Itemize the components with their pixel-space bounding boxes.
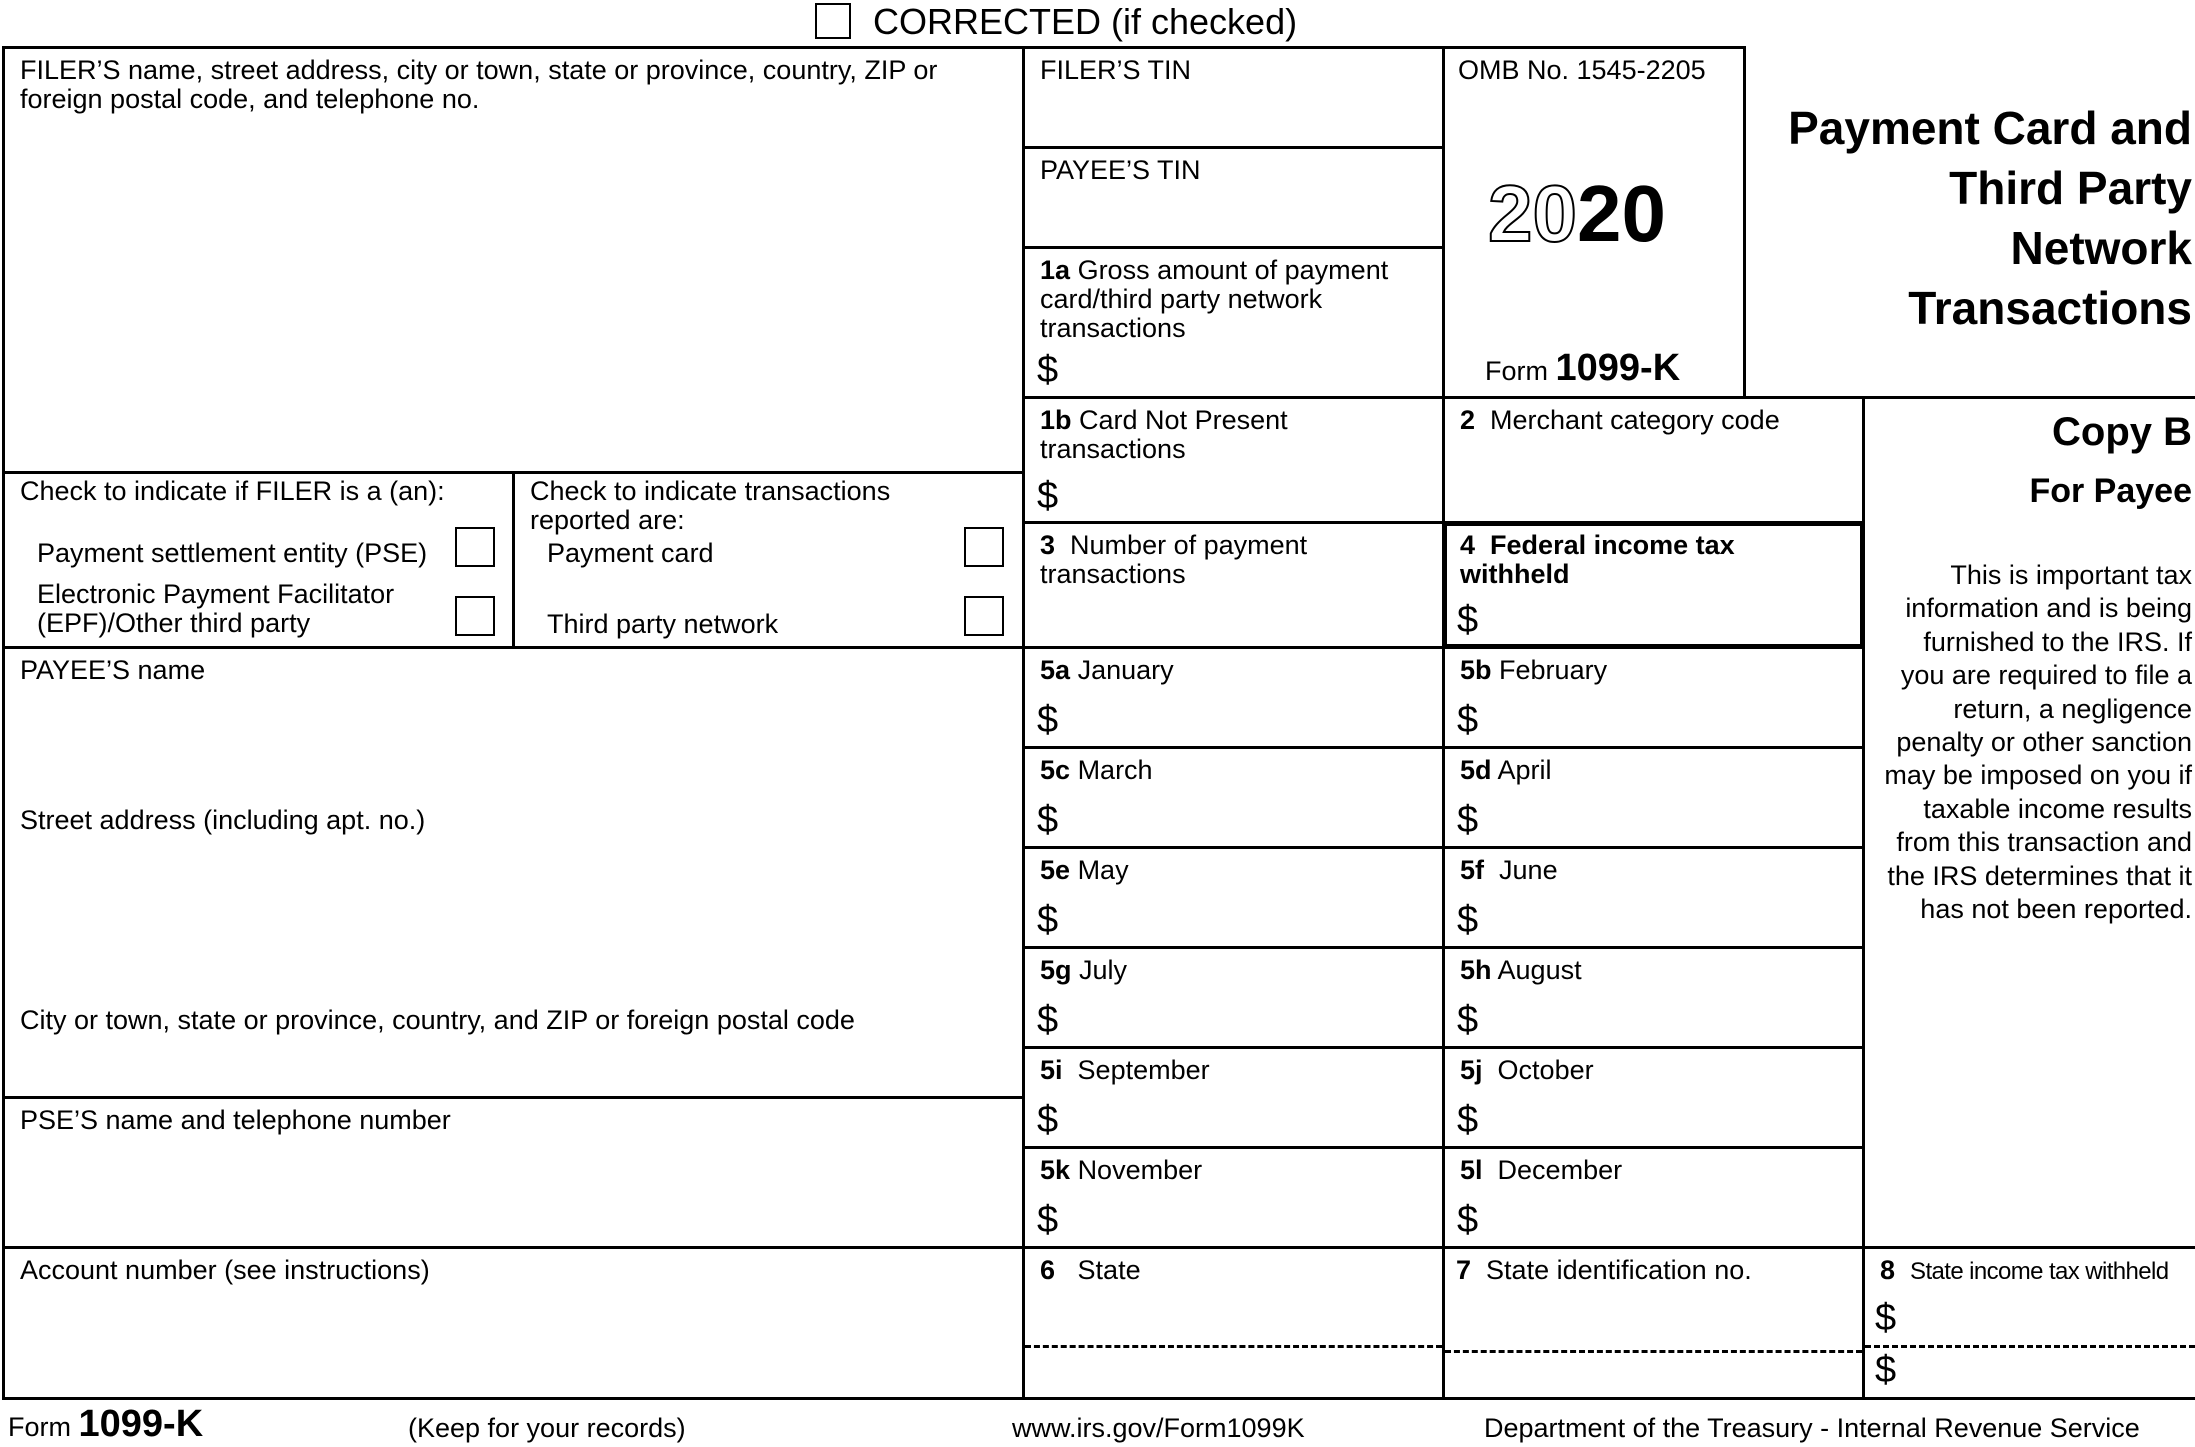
form-title	[1752, 98, 2192, 338]
box1b-text: Card Not Present transactions	[1040, 405, 1288, 464]
box5c-amount-field[interactable]	[1065, 800, 1435, 842]
box5e-dollar: $	[1037, 899, 1059, 941]
box5d-amount-field[interactable]	[1485, 800, 1855, 842]
pse-name-label: PSE’S name and telephone number	[20, 1105, 451, 1135]
footer-keep-records: (Keep for your records)	[408, 1413, 686, 1443]
state-tax-field-1[interactable]	[1905, 1298, 2190, 1340]
box3-field[interactable]	[1030, 590, 1435, 642]
box5k-month: November	[1077, 1155, 1203, 1185]
box5b-amount-field[interactable]	[1485, 700, 1855, 742]
box5g-amount-field[interactable]	[1065, 1000, 1435, 1042]
box1a-dollar: $	[1037, 349, 1059, 391]
box2-field[interactable]	[1450, 450, 1855, 515]
box5f-label	[1460, 856, 1558, 885]
txn-type-heading: Check to indicate transactions reported are:	[530, 476, 891, 535]
box5k-dollar: $	[1037, 1199, 1059, 1241]
box5f-dollar: $	[1457, 899, 1479, 941]
grid-v1	[1022, 46, 1025, 1400]
box8-dollar-2: $	[1875, 1349, 1897, 1391]
state-divider-6	[1025, 1345, 1442, 1348]
form-title-line4: Transactions	[1908, 282, 2192, 334]
state-field-2[interactable]	[1030, 1352, 1435, 1392]
box5e-month: May	[1077, 855, 1129, 885]
box5h-month: August	[1497, 955, 1582, 985]
footer-url: www.irs.gov/Form1099K	[1012, 1413, 1305, 1443]
box3-text: Number of payment transactions	[1040, 530, 1308, 589]
box5a-month: January	[1077, 655, 1174, 685]
box7-text: State identification no.	[1486, 1255, 1752, 1285]
grid-h-row2	[1022, 521, 1445, 524]
box5g-label	[1040, 956, 1127, 985]
box5a-label	[1040, 656, 1174, 685]
box5a-amount-field[interactable]	[1065, 700, 1435, 742]
box8-number: 8	[1880, 1255, 1896, 1285]
frame-left	[2, 46, 5, 1400]
box5i-month: September	[1077, 1055, 1210, 1085]
box5i-amount-field[interactable]	[1065, 1100, 1435, 1142]
box7-number: 7	[1456, 1255, 1472, 1285]
box5a-number: 5a	[1040, 655, 1071, 685]
box5l-amount-field[interactable]	[1485, 1200, 1855, 1242]
box5a-dollar: $	[1037, 699, 1059, 741]
grid-h-5gh	[2, 1096, 1025, 1099]
grid-v2	[1442, 46, 1445, 1400]
box8-dollar-1: $	[1875, 1297, 1897, 1339]
box5l-dollar: $	[1457, 1199, 1479, 1241]
third-party-label: Third party network	[547, 609, 779, 639]
box5b-month: February	[1499, 655, 1608, 685]
grid-h-row4	[2, 1246, 2195, 1249]
box6-number: 6	[1040, 1255, 1056, 1285]
footer-form-number: 1099-K	[78, 1403, 204, 1445]
filer-tin-label: FILER’S TIN	[1040, 55, 1192, 85]
box1a-text: Gross amount of payment card/third party network transactions	[1040, 255, 1389, 343]
tax-year-outline: 20	[1488, 169, 1577, 258]
corrected-checkbox[interactable]	[815, 3, 851, 39]
payee-name-label: PAYEE’S name	[20, 655, 206, 685]
form-title-line2: Third Party	[1949, 162, 2192, 214]
box5f-amount-field[interactable]	[1485, 900, 1855, 942]
frame-top	[2, 46, 1745, 49]
box5f-number: 5f	[1460, 855, 1485, 885]
state-divider-8	[1865, 1345, 2195, 1348]
account-number-field[interactable]	[8, 1290, 1018, 1392]
box5d-label	[1460, 756, 1552, 785]
payee-tin-label: PAYEE’S TIN	[1040, 155, 1201, 185]
box4-amount-field[interactable]	[1485, 600, 1855, 642]
form-number-top: 1099-K	[1555, 347, 1681, 389]
box1b-number: 1b	[1040, 405, 1072, 435]
payment-card-label: Payment card	[547, 538, 714, 568]
box8-text: State income tax withheld	[1910, 1258, 2169, 1285]
box1b-amount-field[interactable]	[1065, 476, 1435, 518]
box5g-month: July	[1079, 955, 1128, 985]
filer-name-field[interactable]	[8, 120, 1018, 465]
box5h-label	[1460, 956, 1582, 985]
epf-label: Electronic Payment Facilitator (EPF)/Other third party	[37, 579, 395, 638]
grid-h-5ef	[1022, 946, 1865, 949]
box8-label	[1880, 1256, 2169, 1286]
box5c-number: 5c	[1040, 755, 1071, 785]
payee-tin-field[interactable]	[1028, 192, 1438, 242]
box5l-number: 5l	[1460, 1155, 1483, 1185]
copy-subtitle: For Payee	[2029, 472, 2192, 510]
form-id-top	[1485, 348, 1680, 391]
grid-h-filer-tin	[1022, 146, 1445, 149]
grid-h-row1	[1022, 396, 2195, 399]
grid-v3	[1743, 46, 1746, 397]
box5i-label	[1040, 1056, 1210, 1085]
filer-tin-field[interactable]	[1028, 92, 1438, 142]
box5j-month: October	[1497, 1055, 1594, 1085]
box5i-number: 5i	[1040, 1055, 1063, 1085]
box4-text: Federal income tax withheld	[1460, 530, 1735, 589]
payee-name-field[interactable]	[8, 690, 1018, 800]
box7-label	[1456, 1256, 1752, 1285]
grid-h-5ab	[1022, 746, 1865, 749]
box5h-amount-field[interactable]	[1485, 1000, 1855, 1042]
filer-type-heading: Check to indicate if FILER is a (an):	[20, 476, 445, 506]
box5f-month: June	[1499, 855, 1558, 885]
box5g-number: 5g	[1040, 955, 1072, 985]
box3-label	[1040, 531, 1420, 589]
pse-label: Payment settlement entity (PSE)	[37, 538, 428, 568]
state-tax-field-2[interactable]	[1905, 1352, 2190, 1392]
corrected-label: CORRECTED (if checked)	[873, 1, 1298, 42]
state-id-field-2[interactable]	[1450, 1356, 1855, 1392]
city-label: City or town, state or province, country, and ZIP or foreign postal code	[20, 1005, 855, 1035]
box1a-label	[1040, 256, 1435, 343]
pse-checkbox[interactable]	[455, 527, 495, 567]
box5l-label	[1460, 1156, 1622, 1185]
box2-number: 2	[1460, 405, 1476, 435]
box5c-label	[1040, 756, 1153, 785]
grid-h-5ij	[1022, 1146, 1865, 1149]
box5j-label	[1460, 1056, 1594, 1085]
box5k-amount-field[interactable]	[1065, 1200, 1435, 1242]
box5b-number: 5b	[1460, 655, 1492, 685]
tax-year	[1488, 169, 1666, 258]
grid-h-filer-bottom	[2, 471, 1025, 474]
state-divider-7	[1445, 1350, 1862, 1353]
box5h-number: 5h	[1460, 955, 1492, 985]
box5g-dollar: $	[1037, 999, 1059, 1041]
box6-text: State	[1077, 1255, 1141, 1285]
box5e-number: 5e	[1040, 855, 1071, 885]
pse-name-field[interactable]	[8, 1140, 1018, 1242]
box5e-amount-field[interactable]	[1065, 900, 1435, 942]
box2-text: Merchant category code	[1490, 405, 1780, 435]
box5d-number: 5d	[1460, 755, 1492, 785]
epf-checkbox[interactable]	[455, 596, 495, 636]
footer-department: Department of the Treasury - Internal Revenue Service	[1484, 1413, 2140, 1443]
box5d-dollar: $	[1457, 799, 1479, 841]
form-title-line3: Network	[2010, 222, 2192, 274]
box5l-month: December	[1497, 1155, 1623, 1185]
box5j-number: 5j	[1460, 1055, 1483, 1085]
box1a-amount-field[interactable]	[1065, 350, 1435, 392]
box5j-dollar: $	[1457, 1099, 1479, 1141]
state-id-field-1[interactable]	[1450, 1295, 1855, 1345]
account-number-label: Account number (see instructions)	[20, 1255, 430, 1285]
grid-h-5cd	[1022, 846, 1865, 849]
frame-bottom	[2, 1397, 2195, 1400]
grid-h-5gh2	[1022, 1046, 1865, 1049]
box5c-dollar: $	[1037, 799, 1059, 841]
payment-card-checkbox[interactable]	[964, 527, 1004, 567]
city-field[interactable]	[8, 1040, 1018, 1092]
box5d-month: April	[1497, 755, 1552, 785]
box5e-label	[1040, 856, 1129, 885]
footer-form-id	[8, 1404, 203, 1447]
box4-label	[1460, 531, 1790, 589]
box3-number: 3	[1040, 530, 1056, 560]
street-address-label: Street address (including apt. no.)	[20, 805, 426, 835]
box5k-number: 5k	[1040, 1155, 1071, 1185]
box1a-number: 1a	[1040, 255, 1071, 285]
grid-h-payee-tin	[1022, 246, 1445, 249]
street-address-field[interactable]	[8, 840, 1018, 1000]
form-title-line1: Payment Card and	[1788, 102, 2192, 154]
box5c-month: March	[1077, 755, 1153, 785]
copy-title: Copy B	[2052, 410, 2192, 454]
copy-notice: This is important tax information and is being furnished to the IRS. If you are required to file a return, a negligence penalty or other sanction may be imposed on you if taxable income results from this transaction and the IRS determines that it has not been reported.	[1884, 560, 2192, 925]
form-word-top: Form	[1485, 356, 1548, 386]
state-field-1[interactable]	[1030, 1295, 1435, 1340]
box5j-amount-field[interactable]	[1485, 1100, 1855, 1142]
box2-label	[1460, 406, 1855, 435]
third-party-checkbox[interactable]	[964, 596, 1004, 636]
tax-year-bold: 20	[1576, 169, 1666, 258]
box5h-dollar: $	[1457, 999, 1479, 1041]
box5k-label	[1040, 1156, 1202, 1185]
box4-number: 4	[1460, 530, 1476, 560]
omb-number: OMB No. 1545-2205	[1458, 55, 1706, 85]
box1b-dollar: $	[1037, 475, 1059, 517]
box5i-dollar: $	[1037, 1099, 1059, 1141]
filer-name-label: FILER’S name, street address, city or town, state or province, country, ZIP or foreign postal code, and telephone no.	[20, 55, 938, 114]
box1b-label	[1040, 406, 1435, 464]
footer-form-word: Form	[8, 1412, 71, 1442]
box5b-dollar: $	[1457, 699, 1479, 741]
grid-v-checks	[512, 471, 515, 648]
box4-dollar: $	[1457, 599, 1479, 641]
box5b-label	[1460, 656, 1607, 685]
box6-label	[1040, 1256, 1141, 1285]
